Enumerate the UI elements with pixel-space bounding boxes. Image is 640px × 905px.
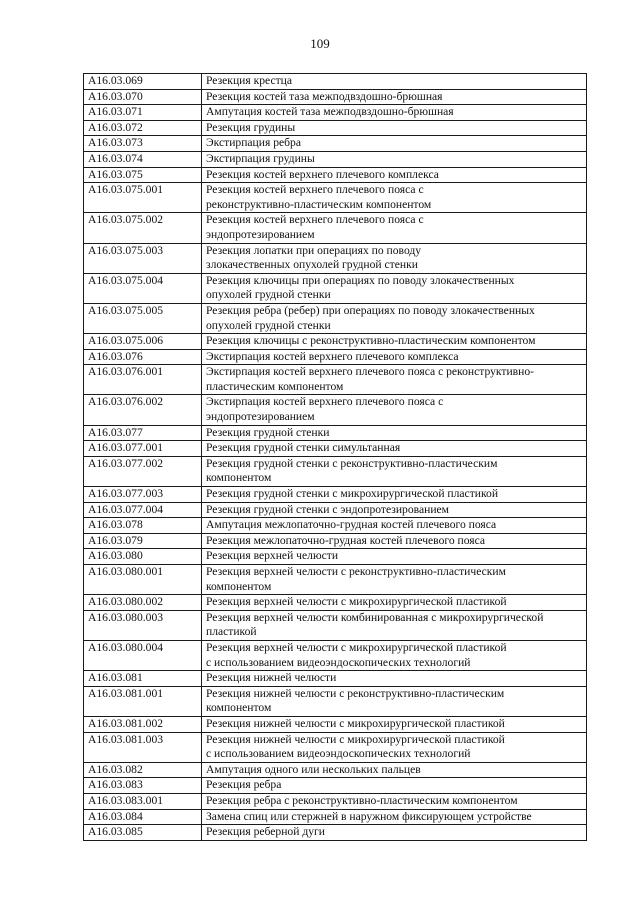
table-row [84, 303, 587, 333]
table-row [84, 716, 587, 732]
service-name-line: компонентом [206, 579, 272, 593]
service-name-line: Резекция верхней челюсти [206, 549, 339, 563]
service-name-line: Ампутация костей таза межподвздошно-брюшная [206, 105, 454, 119]
service-name-line: Замена спиц или стержней в наружном фиксирующем устройстве [206, 809, 532, 823]
table-row [84, 640, 587, 670]
table-row [84, 74, 587, 90]
service-name [202, 518, 587, 534]
service-name-line: Резекция грудины [206, 120, 296, 134]
table-row [84, 395, 587, 425]
service-code: A16.03.071 [84, 105, 202, 121]
table-row [84, 502, 587, 518]
table-row [84, 213, 587, 243]
service-name [202, 441, 587, 457]
service-code: A16.03.080.004 [84, 640, 202, 670]
service-name [202, 671, 587, 687]
service-name [202, 762, 587, 778]
service-name-line: Резекция грудной стенки симультанная [206, 441, 401, 455]
service-name-line: Резекция нижней челюсти с микрохирургической пластикой [206, 716, 505, 730]
service-name-line: Ампутация межлопаточно-грудная костей плечевого пояса [206, 518, 497, 532]
service-name-line: Резекция крестца [206, 74, 293, 87]
service-name [202, 105, 587, 121]
service-code: A16.03.075.004 [84, 273, 202, 303]
service-name-line: злокачественных опухолей грудной стенки [206, 258, 418, 272]
table-row [84, 533, 587, 549]
service-name [202, 487, 587, 503]
service-name [202, 136, 587, 152]
service-name [202, 732, 587, 762]
table-row [84, 762, 587, 778]
service-name-line: Экстирпация ребра [206, 136, 301, 150]
service-name [202, 533, 587, 549]
service-name-line: Резекция верхней челюсти с микрохирургической пластикой [206, 595, 507, 609]
service-code: A16.03.072 [84, 120, 202, 136]
service-name-line: Резекция реберной дуги [206, 825, 325, 839]
service-name [202, 793, 587, 809]
service-name-line: пластическим компонентом [206, 379, 344, 393]
service-name-line: Резекция грудной стенки с эндопротезированием [206, 502, 450, 516]
service-name-line: Резекция костей верхнего плечевого комплекса [206, 167, 439, 181]
service-name-line: Резекция ребра [206, 778, 282, 792]
services-table-body [84, 74, 587, 841]
service-name [202, 778, 587, 794]
service-name [202, 213, 587, 243]
table-row [84, 441, 587, 457]
service-code: A16.03.082 [84, 762, 202, 778]
service-name-line: Резекция ребра (ребер) при операциях по поводу злокачественных [206, 303, 535, 317]
table-row [84, 732, 587, 762]
service-code: A16.03.080.002 [84, 595, 202, 611]
service-name-line: пластикой [206, 625, 257, 639]
service-name-line: Резекция ключицы с реконструктивно-пластическим компонентом [206, 334, 536, 348]
table-row [84, 120, 587, 136]
table-row [84, 167, 587, 183]
service-code: A16.03.077.003 [84, 487, 202, 503]
service-name-line: компонентом [206, 471, 272, 485]
service-name [202, 610, 587, 640]
table-row [84, 565, 587, 595]
service-name-line: опухолей грудной стенки [206, 288, 331, 302]
table-row [84, 349, 587, 365]
service-name [202, 74, 587, 90]
service-code: A16.03.081.001 [84, 686, 202, 716]
service-name-line: Экстирпация костей верхнего плечевого пояса с реконструктивно- [206, 365, 534, 379]
service-name-line: Резекция грудной стенки с реконструктивно-пластическим [206, 456, 498, 470]
table-row [84, 549, 587, 565]
service-name-line: реконструктивно-пластическим компонентом [206, 197, 432, 211]
service-name-line: Резекция нижней челюсти [206, 671, 337, 685]
service-name [202, 640, 587, 670]
service-name [202, 273, 587, 303]
service-name-line: Резекция межлопаточно-грудная костей плечевого пояса [206, 533, 486, 547]
service-code: A16.03.077.002 [84, 456, 202, 486]
table-row [84, 425, 587, 441]
service-name [202, 425, 587, 441]
service-code: A16.03.077.004 [84, 502, 202, 518]
service-name-line: Экстирпация костей верхнего плечевого комплекса [206, 349, 459, 363]
table-row [84, 365, 587, 395]
service-code: A16.03.077.001 [84, 441, 202, 457]
service-code: A16.03.075.006 [84, 334, 202, 350]
service-name-line: компонентом [206, 701, 272, 715]
service-name [202, 334, 587, 350]
service-name [202, 395, 587, 425]
service-code: A16.03.070 [84, 89, 202, 105]
service-name-line: Экстирпация грудины [206, 151, 315, 165]
table-row [84, 183, 587, 213]
table-row [84, 595, 587, 611]
service-name [202, 825, 587, 841]
table-row [84, 825, 587, 841]
service-name-line: Резекция ключицы при операциях по поводу злокачественных [206, 273, 515, 287]
table-row [84, 610, 587, 640]
service-code: A16.03.080.003 [84, 610, 202, 640]
table-row [84, 456, 587, 486]
service-code: A16.03.075 [84, 167, 202, 183]
table-row [84, 273, 587, 303]
service-code: A16.03.069 [84, 74, 202, 90]
service-name-line: Резекция верхней челюсти комбинированная с микрохирургической [206, 610, 544, 624]
table-row [84, 793, 587, 809]
page-number: 109 [310, 36, 330, 51]
service-name-line: с использованием видеоэндоскопических технологий [206, 747, 471, 761]
service-code: A16.03.081.002 [84, 716, 202, 732]
table-row [84, 686, 587, 716]
service-name [202, 595, 587, 611]
service-code: A16.03.075.002 [84, 213, 202, 243]
service-code: A16.03.083.001 [84, 793, 202, 809]
service-code: A16.03.075.005 [84, 303, 202, 333]
service-name [202, 303, 587, 333]
service-name-line: опухолей грудной стенки [206, 318, 331, 332]
service-code: A16.03.081 [84, 671, 202, 687]
service-name-line: Резекция ребра с реконструктивно-пластическим компонентом [206, 793, 518, 807]
service-name [202, 549, 587, 565]
table-row [84, 136, 587, 152]
service-name-line: Ампутация одного или нескольких пальцев [206, 762, 421, 776]
service-name [202, 365, 587, 395]
service-code: A16.03.076 [84, 349, 202, 365]
table-row [84, 334, 587, 350]
table-row [84, 89, 587, 105]
service-name [202, 456, 587, 486]
service-name-line: Резекция грудной стенки с микрохирургической пластикой [206, 487, 499, 501]
table-row [84, 105, 587, 121]
service-name-line: с использованием видеоэндоскопических технологий [206, 655, 471, 669]
service-name-line: эндопротезированием [206, 410, 315, 424]
service-code: A16.03.075.003 [84, 243, 202, 273]
service-code: A16.03.079 [84, 533, 202, 549]
service-name-line: эндопротезированием [206, 227, 315, 241]
service-code: A16.03.076.002 [84, 395, 202, 425]
service-name [202, 183, 587, 213]
service-code: A16.03.078 [84, 518, 202, 534]
table-row [84, 671, 587, 687]
service-code: A16.03.080 [84, 549, 202, 565]
service-name-line: Резекция лопатки при операциях по поводу [206, 243, 422, 257]
service-name-line: Резекция нижней челюсти с микрохирургической пластикой [206, 732, 505, 746]
service-name [202, 809, 587, 825]
table-row [84, 809, 587, 825]
service-name [202, 243, 587, 273]
service-code: A16.03.075.001 [84, 183, 202, 213]
service-name [202, 120, 587, 136]
service-name-line: Экстирпация костей верхнего плечевого пояса с [206, 395, 444, 409]
service-name [202, 686, 587, 716]
service-code: A16.03.073 [84, 136, 202, 152]
service-name [202, 151, 587, 167]
table-row [84, 487, 587, 503]
service-code: A16.03.085 [84, 825, 202, 841]
service-name [202, 502, 587, 518]
service-name [202, 89, 587, 105]
table-row [84, 778, 587, 794]
service-name-line: Резекция верхней челюсти с микрохирургической пластикой [206, 640, 507, 654]
service-code: A16.03.077 [84, 425, 202, 441]
service-name [202, 349, 587, 365]
services-table [83, 73, 587, 841]
service-code: A16.03.084 [84, 809, 202, 825]
service-name-line: Резекция костей таза межподвздошно-брюшная [206, 89, 443, 103]
service-name-line: Резекция грудной стенки [206, 425, 330, 439]
service-name-line: Резекция верхней челюсти с реконструктивно-пластическим [206, 565, 506, 578]
service-code: A16.03.074 [84, 151, 202, 167]
service-name [202, 167, 587, 183]
service-name-line: Резекция костей верхнего плечевого пояса с [206, 183, 424, 197]
service-code: A16.03.076.001 [84, 365, 202, 395]
service-name-line: Резекция костей верхнего плечевого пояса с [206, 213, 424, 227]
table-row [84, 518, 587, 534]
table-row [84, 243, 587, 273]
service-name [202, 565, 587, 595]
service-name [202, 716, 587, 732]
table-row [84, 151, 587, 167]
service-code: A16.03.083 [84, 778, 202, 794]
service-code: A16.03.080.001 [84, 565, 202, 595]
service-code: A16.03.081.003 [84, 732, 202, 762]
service-name-line: Резекция нижней челюсти с реконструктивно-пластическим [206, 686, 505, 700]
